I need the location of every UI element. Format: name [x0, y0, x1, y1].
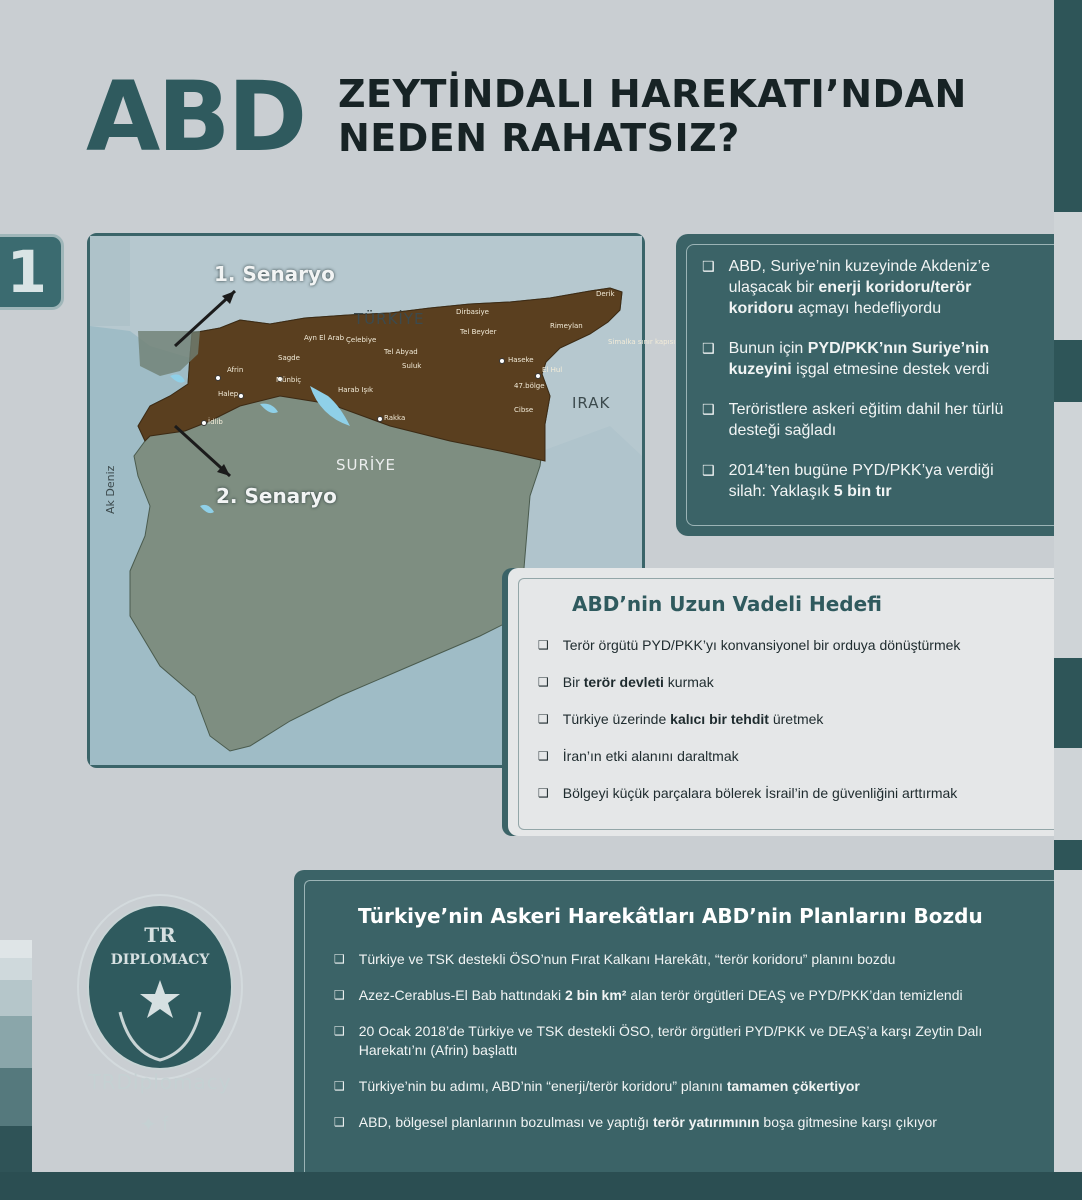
- panel-long-term-goal: [508, 568, 1054, 836]
- turkey-label: TÜRKİYE: [354, 310, 425, 328]
- header-line2: NEDEN RAHATSIZ?: [338, 116, 740, 160]
- city-simalka: Simalka sınır kapısı: [608, 338, 676, 346]
- city-harab-isik: Harab Işık: [338, 386, 374, 394]
- city-ayn-el-arab: Ayn El Arab: [304, 334, 345, 342]
- list-item: ❑ Türkiye üzerinde kalıcı bir tehdit üretmek: [538, 711, 824, 727]
- city-dirbasiye: Dirbasiye: [456, 308, 489, 316]
- bottom-band: [0, 1172, 1082, 1200]
- list-item: ❑ Azez-Cerablus-El Bab hattındaki 2 bin km² alan terör örgütleri DEAŞ ve PYD/PKK’dan temizlendi: [334, 987, 963, 1003]
- twitter-facebook-icon: ✦ f: [140, 1114, 168, 1136]
- checkbox-bullet-icon: ❑: [538, 675, 549, 689]
- sea-label: Ak Deniz: [104, 465, 117, 514]
- checkbox-bullet-icon: ❑: [334, 952, 345, 966]
- right-decor-strip: [1054, 0, 1082, 1200]
- list-item: ❑ Bunun için PYD/PKK’nın Suriye’nin kuzeyini işgal etmesine destek verdi: [702, 340, 990, 378]
- checkbox-bullet-icon: ❑: [538, 749, 549, 763]
- checkbox-bullet-icon: ❑: [702, 462, 715, 478]
- city-rakka: Rakka: [384, 414, 406, 422]
- logo-caption: TRDiplomacy: [88, 1070, 232, 1094]
- city-sagde: Sagde: [278, 354, 300, 362]
- list-item: ❑ ABD, Suriye’nin kuzeyinde Akdeniz’e ulaşacak bir enerji koridoru/terör koridoru açmayı hedefliyordu: [702, 258, 991, 317]
- panel-abd-goals: [676, 234, 1054, 536]
- panel-turkey-operations: [294, 870, 1054, 1172]
- list-item: ❑ 20 Ocak 2018’de Türkiye ve TSK destekli ÖSO, terör örgütleri PYD/PKK ve DEAŞ’a karşı Zeytin Dalı Harekatı’nı (Afrin) başlattı: [334, 1023, 983, 1058]
- checkbox-bullet-icon: ❑: [334, 1024, 345, 1038]
- list-item: ❑ Türkiye’nin bu adımı, ABD’nin “enerji/terör koridoru” planını tamamen çökertiyor: [334, 1078, 860, 1094]
- panel2-title: ABD’nin Uzun Vadeli Hedefi: [572, 592, 882, 616]
- checkbox-bullet-icon: ❑: [538, 712, 549, 726]
- list-item: ❑ Bir terör devleti kurmak: [538, 674, 714, 690]
- list-item: ❑ Bölgeyi küçük parçalara bölerek İsrail’in de güvenliğini arttırmak: [538, 785, 958, 801]
- city-celebiye: Çelebiye: [346, 336, 377, 344]
- logo-ring-text: DIPLOMACY: [110, 952, 210, 968]
- city-tel-beyder: Tel Beyder: [460, 328, 497, 336]
- checkbox-bullet-icon: ❑: [702, 340, 715, 356]
- scenario1-label: 1. Senaryo: [214, 262, 335, 286]
- section-number-badge: 1: [0, 234, 64, 310]
- checkbox-bullet-icon: ❑: [334, 988, 345, 1002]
- iraq-label: IRAK: [572, 394, 611, 412]
- panel3-title: Türkiye’nin Askeri Harekâtları ABD’nin Planlarını Bozdu: [358, 904, 983, 928]
- city-suluk: Suluk: [402, 362, 422, 370]
- city-el-hul: El Hul: [542, 366, 563, 374]
- city-idlib: İdlib: [208, 418, 223, 426]
- header-subtitle: [338, 72, 1038, 160]
- checkbox-bullet-icon: ❑: [334, 1115, 345, 1129]
- list-item: ❑ Türkiye ve TSK destekli ÖSO’nun Fırat Kalkanı Harekâtı, “terör koridoru” planını bozdu: [334, 951, 896, 967]
- city-rimeylan: Rimeylan: [550, 322, 583, 330]
- header-line1: ZEYTİNDALI HAREKATI’NDAN: [338, 72, 967, 116]
- checkbox-bullet-icon: ❑: [538, 786, 549, 800]
- list-item: ❑ Teröristlere askeri eğitim dahil her türlü desteği sağladı: [702, 401, 1004, 439]
- header-abd: ABD: [86, 61, 305, 173]
- city-halep: Halep: [218, 390, 239, 398]
- list-item: ❑ 2014’ten bugüne PYD/PKK’ya verdiği silah: Yaklaşık 5 bin tır: [702, 462, 994, 500]
- city-cibse: Cibse: [514, 406, 534, 414]
- city-afrin: Afrin: [227, 366, 244, 374]
- city-47-bolge: 47.bölge: [514, 382, 545, 390]
- city-haseke: Haseke: [508, 356, 534, 364]
- checkbox-bullet-icon: ❑: [702, 258, 715, 274]
- city-munbic: Münbiç: [276, 376, 302, 384]
- logo-tr-text: TR: [144, 923, 176, 947]
- city-tel-abyad: Tel Abyad: [384, 348, 418, 356]
- checkbox-bullet-icon: ❑: [334, 1079, 345, 1093]
- scenario2-label: 2. Senaryo: [216, 484, 337, 508]
- checkbox-bullet-icon: ❑: [702, 401, 715, 417]
- list-item: ❑ Terör örgütü PYD/PKK’yı konvansiyonel bir orduya dönüştürmek: [538, 637, 961, 653]
- syria-label: SURİYE: [336, 456, 396, 474]
- list-item: ❑ İran’ın etki alanını daraltmak: [538, 748, 739, 764]
- list-item: ❑ ABD, bölgesel planlarının bozulması ve yaptığı terör yatırımının boşa gitmesine karşı çıkıyor: [334, 1114, 937, 1130]
- checkbox-bullet-icon: ❑: [538, 638, 549, 652]
- city-derik: Derik: [596, 290, 615, 298]
